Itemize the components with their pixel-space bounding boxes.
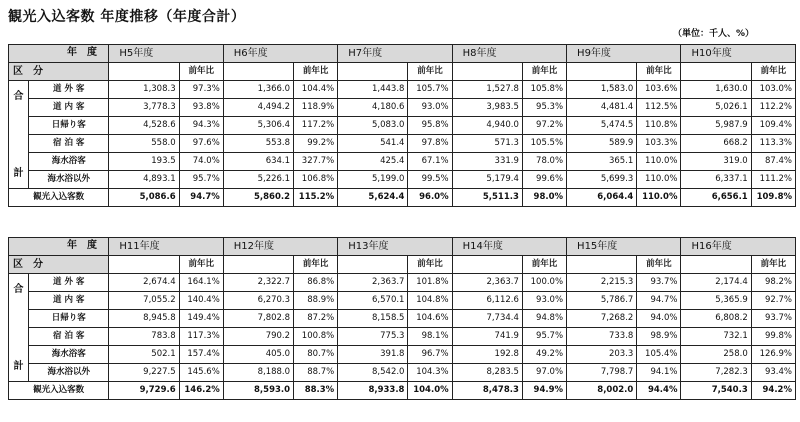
value-cell: 192.8	[452, 346, 522, 364]
ratio-cell: 97.6%	[179, 135, 223, 153]
value-cell: 331.9	[452, 153, 522, 171]
value-cell: 2,363.7	[452, 274, 522, 292]
header-gap	[681, 256, 751, 274]
value-cell: 5,987.9	[681, 117, 751, 135]
value-cell: 7,055.2	[109, 292, 179, 310]
header-ratio: 前年比	[179, 256, 223, 274]
side-label-top: 合	[13, 283, 24, 295]
ratio-cell: 105.5%	[522, 135, 566, 153]
total-value-cell: 8,002.0	[567, 382, 637, 400]
ratio-cell: 104.8%	[408, 292, 452, 310]
data-table-1	[8, 44, 796, 207]
header-nendo: 年 度	[67, 240, 97, 251]
header-gap	[223, 63, 293, 81]
ratio-cell: 117.2%	[294, 117, 338, 135]
ratio-cell: 94.3%	[179, 117, 223, 135]
ratio-cell: 80.7%	[294, 346, 338, 364]
year-header: H14年度	[452, 238, 566, 256]
header-kubun: 区 分	[9, 256, 109, 274]
total-ratio-cell: 88.3%	[294, 382, 338, 400]
value-cell: 5,786.7	[567, 292, 637, 310]
value-cell: 668.2	[681, 135, 751, 153]
value-cell: 571.3	[452, 135, 522, 153]
ratio-cell: 93.7%	[751, 310, 795, 328]
value-cell: 8,945.8	[109, 310, 179, 328]
header-nendo-cell	[9, 45, 109, 63]
header-ratio: 前年比	[408, 63, 452, 81]
side-label-bottom: 計	[13, 360, 24, 372]
ratio-cell: 149.4%	[179, 310, 223, 328]
value-cell: 1,443.8	[338, 81, 408, 99]
value-cell: 2,674.4	[109, 274, 179, 292]
total-value-cell: 6,064.4	[567, 189, 637, 207]
value-cell: 8,158.5	[338, 310, 408, 328]
value-cell: 7,268.2	[567, 310, 637, 328]
ratio-cell: 95.3%	[522, 99, 566, 117]
header-gap	[452, 256, 522, 274]
category-label: 海水浴客	[29, 346, 109, 364]
header-gap	[338, 63, 408, 81]
ratio-cell: 97.0%	[522, 364, 566, 382]
ratio-cell: 103.6%	[637, 81, 681, 99]
year-header: H11年度	[109, 238, 223, 256]
ratio-cell: 88.7%	[294, 364, 338, 382]
value-cell: 1,527.8	[452, 81, 522, 99]
ratio-cell: 95.7%	[522, 328, 566, 346]
ratio-cell: 93.7%	[637, 274, 681, 292]
total-ratio-cell: 115.2%	[294, 189, 338, 207]
year-header: H12年度	[223, 238, 337, 256]
value-cell: 6,808.2	[681, 310, 751, 328]
value-cell: 425.4	[338, 153, 408, 171]
header-ratio: 前年比	[637, 63, 681, 81]
header-ratio: 前年比	[522, 63, 566, 81]
value-cell: 8,283.5	[452, 364, 522, 382]
value-cell: 3,983.5	[452, 99, 522, 117]
total-label: 観光入込客数	[9, 382, 109, 400]
value-cell: 634.1	[223, 153, 293, 171]
side-label	[9, 274, 29, 382]
header-gap	[338, 256, 408, 274]
total-ratio-cell: 110.0%	[637, 189, 681, 207]
header-nendo: 年 度	[67, 47, 97, 58]
total-ratio-cell: 146.2%	[179, 382, 223, 400]
ratio-cell: 126.9%	[751, 346, 795, 364]
value-cell: 790.2	[223, 328, 293, 346]
value-cell: 5,179.4	[452, 171, 522, 189]
ratio-cell: 100.0%	[522, 274, 566, 292]
total-ratio-cell: 98.0%	[522, 189, 566, 207]
value-cell: 4,494.2	[223, 99, 293, 117]
year-header: H9年度	[567, 45, 681, 63]
total-ratio-cell: 94.2%	[751, 382, 795, 400]
category-label: 海水浴以外	[29, 364, 109, 382]
category-label: 宿 泊 客	[29, 135, 109, 153]
total-ratio-cell: 94.4%	[637, 382, 681, 400]
value-cell: 775.3	[338, 328, 408, 346]
ratio-cell: 99.5%	[408, 171, 452, 189]
header-ratio: 前年比	[751, 63, 795, 81]
value-cell: 4,893.1	[109, 171, 179, 189]
value-cell: 4,528.6	[109, 117, 179, 135]
year-header: H6年度	[223, 45, 337, 63]
value-cell: 4,180.6	[338, 99, 408, 117]
value-cell: 553.8	[223, 135, 293, 153]
ratio-cell: 164.1%	[179, 274, 223, 292]
value-cell: 319.0	[681, 153, 751, 171]
ratio-cell: 101.8%	[408, 274, 452, 292]
value-cell: 258.0	[681, 346, 751, 364]
year-header: H8年度	[452, 45, 566, 63]
value-cell: 193.5	[109, 153, 179, 171]
ratio-cell: 94.1%	[637, 364, 681, 382]
category-label: 海水浴以外	[29, 171, 109, 189]
ratio-cell: 78.0%	[522, 153, 566, 171]
data-table-2	[8, 237, 796, 400]
ratio-cell: 96.7%	[408, 346, 452, 364]
ratio-cell: 103.0%	[751, 81, 795, 99]
value-cell: 732.1	[681, 328, 751, 346]
category-label: 日帰り客	[29, 117, 109, 135]
ratio-cell: 118.9%	[294, 99, 338, 117]
value-cell: 2,363.7	[338, 274, 408, 292]
category-label: 道 外 客	[29, 81, 109, 99]
ratio-cell: 92.7%	[751, 292, 795, 310]
year-header: H13年度	[338, 238, 452, 256]
value-cell: 405.0	[223, 346, 293, 364]
value-cell: 541.4	[338, 135, 408, 153]
ratio-cell: 95.7%	[179, 171, 223, 189]
header-ratio: 前年比	[522, 256, 566, 274]
value-cell: 1,366.0	[223, 81, 293, 99]
category-label: 宿 泊 客	[29, 328, 109, 346]
ratio-cell: 88.9%	[294, 292, 338, 310]
value-cell: 391.8	[338, 346, 408, 364]
value-cell: 2,174.4	[681, 274, 751, 292]
value-cell: 589.9	[567, 135, 637, 153]
total-ratio-cell: 109.8%	[751, 189, 795, 207]
ratio-cell: 110.8%	[637, 117, 681, 135]
total-ratio-cell: 94.7%	[179, 189, 223, 207]
header-kubun: 区 分	[9, 63, 109, 81]
header-ratio: 前年比	[751, 256, 795, 274]
ratio-cell: 104.3%	[408, 364, 452, 382]
ratio-cell: 99.2%	[294, 135, 338, 153]
value-cell: 2,322.7	[223, 274, 293, 292]
total-value-cell: 5,624.4	[338, 189, 408, 207]
ratio-cell: 111.2%	[751, 171, 795, 189]
ratio-cell: 145.6%	[179, 364, 223, 382]
total-value-cell: 8,478.3	[452, 382, 522, 400]
value-cell: 6,270.3	[223, 292, 293, 310]
header-gap	[452, 63, 522, 81]
header-ratio: 前年比	[408, 256, 452, 274]
category-label: 日帰り客	[29, 310, 109, 328]
category-label: 道 内 客	[29, 99, 109, 117]
ratio-cell: 93.8%	[179, 99, 223, 117]
ratio-cell: 87.2%	[294, 310, 338, 328]
value-cell: 5,474.5	[567, 117, 637, 135]
ratio-cell: 104.6%	[408, 310, 452, 328]
year-header: H16年度	[681, 238, 796, 256]
ratio-cell: 97.8%	[408, 135, 452, 153]
value-cell: 6,570.1	[338, 292, 408, 310]
total-value-cell: 9,729.6	[109, 382, 179, 400]
header-gap	[567, 63, 637, 81]
ratio-cell: 112.2%	[751, 99, 795, 117]
ratio-cell: 94.8%	[522, 310, 566, 328]
value-cell: 6,112.6	[452, 292, 522, 310]
side-label-bottom: 計	[13, 167, 24, 179]
value-cell: 1,308.3	[109, 81, 179, 99]
ratio-cell: 110.0%	[637, 153, 681, 171]
ratio-cell: 105.7%	[408, 81, 452, 99]
unit-note: （単位：千人、%）	[672, 29, 754, 39]
ratio-cell: 103.3%	[637, 135, 681, 153]
ratio-cell: 117.3%	[179, 328, 223, 346]
page-title: 観光入込客数 年度推移（年度合計）	[8, 9, 246, 25]
side-label-top: 合	[13, 90, 24, 102]
value-cell: 203.3	[567, 346, 637, 364]
value-cell: 558.0	[109, 135, 179, 153]
total-value-cell: 5,086.6	[109, 189, 179, 207]
header-ratio: 前年比	[637, 256, 681, 274]
value-cell: 1,630.0	[681, 81, 751, 99]
ratio-cell: 86.8%	[294, 274, 338, 292]
value-cell: 9,227.5	[109, 364, 179, 382]
ratio-cell: 49.2%	[522, 346, 566, 364]
ratio-cell: 105.4%	[637, 346, 681, 364]
ratio-cell: 105.8%	[522, 81, 566, 99]
year-header: H15年度	[567, 238, 681, 256]
ratio-cell: 99.8%	[751, 328, 795, 346]
ratio-cell: 67.1%	[408, 153, 452, 171]
total-ratio-cell: 96.0%	[408, 189, 452, 207]
total-ratio-cell: 104.0%	[408, 382, 452, 400]
total-value-cell: 7,540.3	[681, 382, 751, 400]
ratio-cell: 110.0%	[637, 171, 681, 189]
header-gap	[223, 256, 293, 274]
value-cell: 4,481.4	[567, 99, 637, 117]
value-cell: 7,798.7	[567, 364, 637, 382]
ratio-cell: 104.4%	[294, 81, 338, 99]
ratio-cell: 94.7%	[637, 292, 681, 310]
value-cell: 365.1	[567, 153, 637, 171]
value-cell: 733.8	[567, 328, 637, 346]
year-header: H5年度	[109, 45, 223, 63]
total-value-cell: 5,860.2	[223, 189, 293, 207]
value-cell: 4,940.0	[452, 117, 522, 135]
total-label: 観光入込客数	[9, 189, 109, 207]
ratio-cell: 98.1%	[408, 328, 452, 346]
ratio-cell: 113.3%	[751, 135, 795, 153]
value-cell: 1,583.0	[567, 81, 637, 99]
year-header: H7年度	[338, 45, 452, 63]
ratio-cell: 112.5%	[637, 99, 681, 117]
value-cell: 5,026.1	[681, 99, 751, 117]
value-cell: 5,199.0	[338, 171, 408, 189]
header-ratio: 前年比	[294, 256, 338, 274]
category-label: 道 内 客	[29, 292, 109, 310]
ratio-cell: 94.0%	[637, 310, 681, 328]
value-cell: 502.1	[109, 346, 179, 364]
total-value-cell: 8,593.0	[223, 382, 293, 400]
value-cell: 5,226.1	[223, 171, 293, 189]
value-cell: 2,215.3	[567, 274, 637, 292]
header-gap	[109, 63, 179, 81]
ratio-cell: 93.0%	[522, 292, 566, 310]
category-label: 海水浴客	[29, 153, 109, 171]
header-gap	[567, 256, 637, 274]
category-label: 道 外 客	[29, 274, 109, 292]
ratio-cell: 140.4%	[179, 292, 223, 310]
side-label	[9, 81, 29, 189]
ratio-cell: 109.4%	[751, 117, 795, 135]
header-ratio: 前年比	[179, 63, 223, 81]
value-cell: 3,778.3	[109, 99, 179, 117]
value-cell: 7,802.8	[223, 310, 293, 328]
value-cell: 741.9	[452, 328, 522, 346]
ratio-cell: 93.0%	[408, 99, 452, 117]
total-ratio-cell: 94.9%	[522, 382, 566, 400]
ratio-cell: 97.3%	[179, 81, 223, 99]
value-cell: 7,734.4	[452, 310, 522, 328]
ratio-cell: 99.6%	[522, 171, 566, 189]
ratio-cell: 98.9%	[637, 328, 681, 346]
header-gap	[109, 256, 179, 274]
ratio-cell: 74.0%	[179, 153, 223, 171]
total-value-cell: 8,933.8	[338, 382, 408, 400]
ratio-cell: 98.2%	[751, 274, 795, 292]
value-cell: 5,365.9	[681, 292, 751, 310]
value-cell: 8,542.0	[338, 364, 408, 382]
ratio-cell: 97.2%	[522, 117, 566, 135]
value-cell: 5,306.4	[223, 117, 293, 135]
header-ratio: 前年比	[294, 63, 338, 81]
value-cell: 5,083.0	[338, 117, 408, 135]
value-cell: 8,188.0	[223, 364, 293, 382]
header-gap	[681, 63, 751, 81]
ratio-cell: 93.4%	[751, 364, 795, 382]
year-header: H10年度	[681, 45, 796, 63]
ratio-cell: 95.8%	[408, 117, 452, 135]
value-cell: 7,282.3	[681, 364, 751, 382]
ratio-cell: 87.4%	[751, 153, 795, 171]
ratio-cell: 106.8%	[294, 171, 338, 189]
total-value-cell: 6,656.1	[681, 189, 751, 207]
total-value-cell: 5,511.3	[452, 189, 522, 207]
value-cell: 783.8	[109, 328, 179, 346]
ratio-cell: 327.7%	[294, 153, 338, 171]
value-cell: 5,699.3	[567, 171, 637, 189]
ratio-cell: 100.8%	[294, 328, 338, 346]
header-nendo-cell	[9, 238, 109, 256]
ratio-cell: 157.4%	[179, 346, 223, 364]
value-cell: 6,337.1	[681, 171, 751, 189]
